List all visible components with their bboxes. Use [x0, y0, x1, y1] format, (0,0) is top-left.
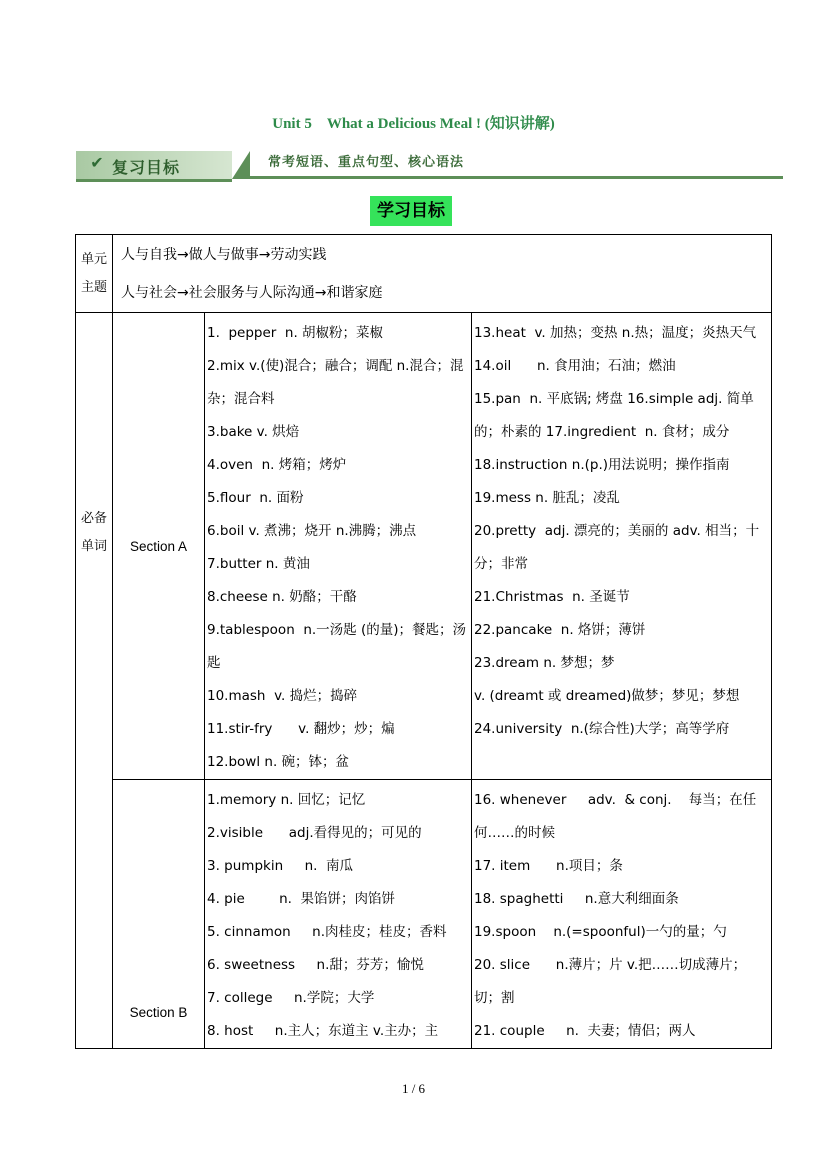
list-item: 1.memory n. 回忆；记忆 — [207, 792, 366, 808]
list-item: 20. slice n.薄片；片 v.把……切成薄片；切；割 — [474, 957, 747, 1006]
leaf-check-icon: ✔ — [90, 155, 104, 172]
banner-label-box — [76, 151, 232, 182]
list-item: 8.cheese n. 奶酪；干酪 — [207, 589, 357, 605]
list-item: 21.Christmas n. 圣诞节 — [474, 589, 630, 605]
section-a-row — [76, 313, 772, 780]
list-item: 5.flour n. 面粉 — [207, 490, 304, 506]
list-item: 7.butter n. 黄油 — [207, 556, 310, 572]
list-item: 10.mash v. 捣烂；捣碎 — [207, 688, 358, 704]
theme-label-text: 单元主题 — [80, 251, 107, 295]
theme-label — [76, 235, 113, 313]
words-label-text: 必备单词 — [80, 511, 107, 554]
list-item: 6.boil v. 煮沸；烧开 n.沸腾；沸点 — [207, 523, 417, 539]
list-item: 6. sweetness n.甜；芬芳；愉悦 — [207, 957, 424, 973]
list-item: 13.heat v. 加热；变热 n.热；温度；炎热天气 — [474, 325, 757, 341]
banner-subtitle: 常考短语、重点句型、核心语法 — [268, 155, 465, 170]
list-item: 4. pie n. 果馅饼；肉馅饼 — [207, 891, 396, 907]
list-item: 3. pumpkin n. 南瓜 — [207, 858, 354, 874]
section-b-row — [76, 780, 772, 1049]
theme-line: 人与社会→社会服务与人际沟通→和谐家庭 — [121, 285, 383, 301]
theme-row — [76, 235, 772, 313]
list-item: 16. whenever adv. & conj. 每当；在任何……的时候 — [474, 792, 757, 841]
theme-line: 人与自我→做人与做事→劳动实践 — [121, 247, 327, 263]
list-item: 18. spaghetti n.意大利细面条 — [474, 891, 679, 907]
list-item: 2.mix v.(使)混合；融合；调配 n.混合；混杂；混合料 — [207, 358, 464, 407]
list-item: 1. pepper n. 胡椒粉；菜椒 — [207, 325, 384, 341]
section-b-name: Section B — [113, 780, 205, 1049]
list-item: 9.tablespoon n.一汤匙 (的量)；餐匙；汤匙 — [207, 622, 467, 671]
list-item: 2.visible adj.看得见的；可见的 — [207, 825, 422, 841]
banner-label: 复习目标 — [112, 158, 181, 177]
words-label — [76, 313, 113, 1049]
list-item: 5. cinnamon n.肉桂皮；桂皮；香料 — [207, 924, 447, 940]
section-b-left-list — [205, 780, 472, 1049]
section-banner — [76, 149, 783, 181]
list-item: v. (dreamt 或 dreamed)做梦；梦见；梦想 — [474, 688, 740, 704]
section-b-right-list — [472, 780, 772, 1049]
list-item: 19.spoon n.(=spoonful)一勺的量；勺 — [474, 924, 727, 940]
banner-rule — [250, 176, 783, 179]
list-item: 7. college n.学院；大学 — [207, 990, 375, 1006]
list-item: 3.bake v. 烘焙 — [207, 424, 300, 440]
list-item: 12.bowl n. 碗；钵；盆 — [207, 754, 350, 770]
section-a-right-list — [472, 313, 772, 780]
list-item: 8. host n.主人；东道主 v.主办；主 — [207, 1023, 439, 1039]
page-number: 1 / 6 — [401, 1081, 426, 1096]
section-a-left-list — [205, 313, 472, 780]
goal-heading: 学习目标 — [370, 196, 452, 226]
banner-triangle — [232, 151, 250, 179]
list-item: 4.oven n. 烤箱；烤炉 — [207, 457, 347, 473]
section-a-name: Section A — [113, 313, 205, 780]
list-item: 11.stir-fry v. 翻炒；炒；煸 — [207, 721, 395, 737]
list-item: 17. item n.项目；条 — [474, 858, 623, 874]
list-item: 24.university n.(综合性)大学；高等学府 — [474, 721, 730, 737]
list-item: 22.pancake n. 烙饼；薄饼 — [474, 622, 646, 638]
theme-content — [113, 235, 772, 313]
list-item: 15.pan n. 平底锅; 烤盘 16.simple adj. 简单的；朴素的 17.ingredient n. 食材；成分 — [474, 391, 754, 440]
list-item: 19.mess n. 脏乱；凌乱 — [474, 490, 620, 506]
vocabulary-table — [75, 234, 772, 1049]
list-item: 21. couple n. 夫妻；情侣；两人 — [474, 1023, 696, 1039]
list-item: 18.instruction n.(p.)用法说明；操作指南 — [474, 457, 730, 473]
page-title: Unit 5 What a Delicious Meal ! (知识讲解) — [272, 116, 555, 132]
list-item: 14.oil n. 食用油；石油；燃油 — [474, 358, 676, 374]
list-item: 23.dream n. 梦想；梦 — [474, 655, 615, 671]
list-item: 20.pretty adj. 漂亮的；美丽的 adv. 相当；十分；非常 — [474, 523, 760, 572]
